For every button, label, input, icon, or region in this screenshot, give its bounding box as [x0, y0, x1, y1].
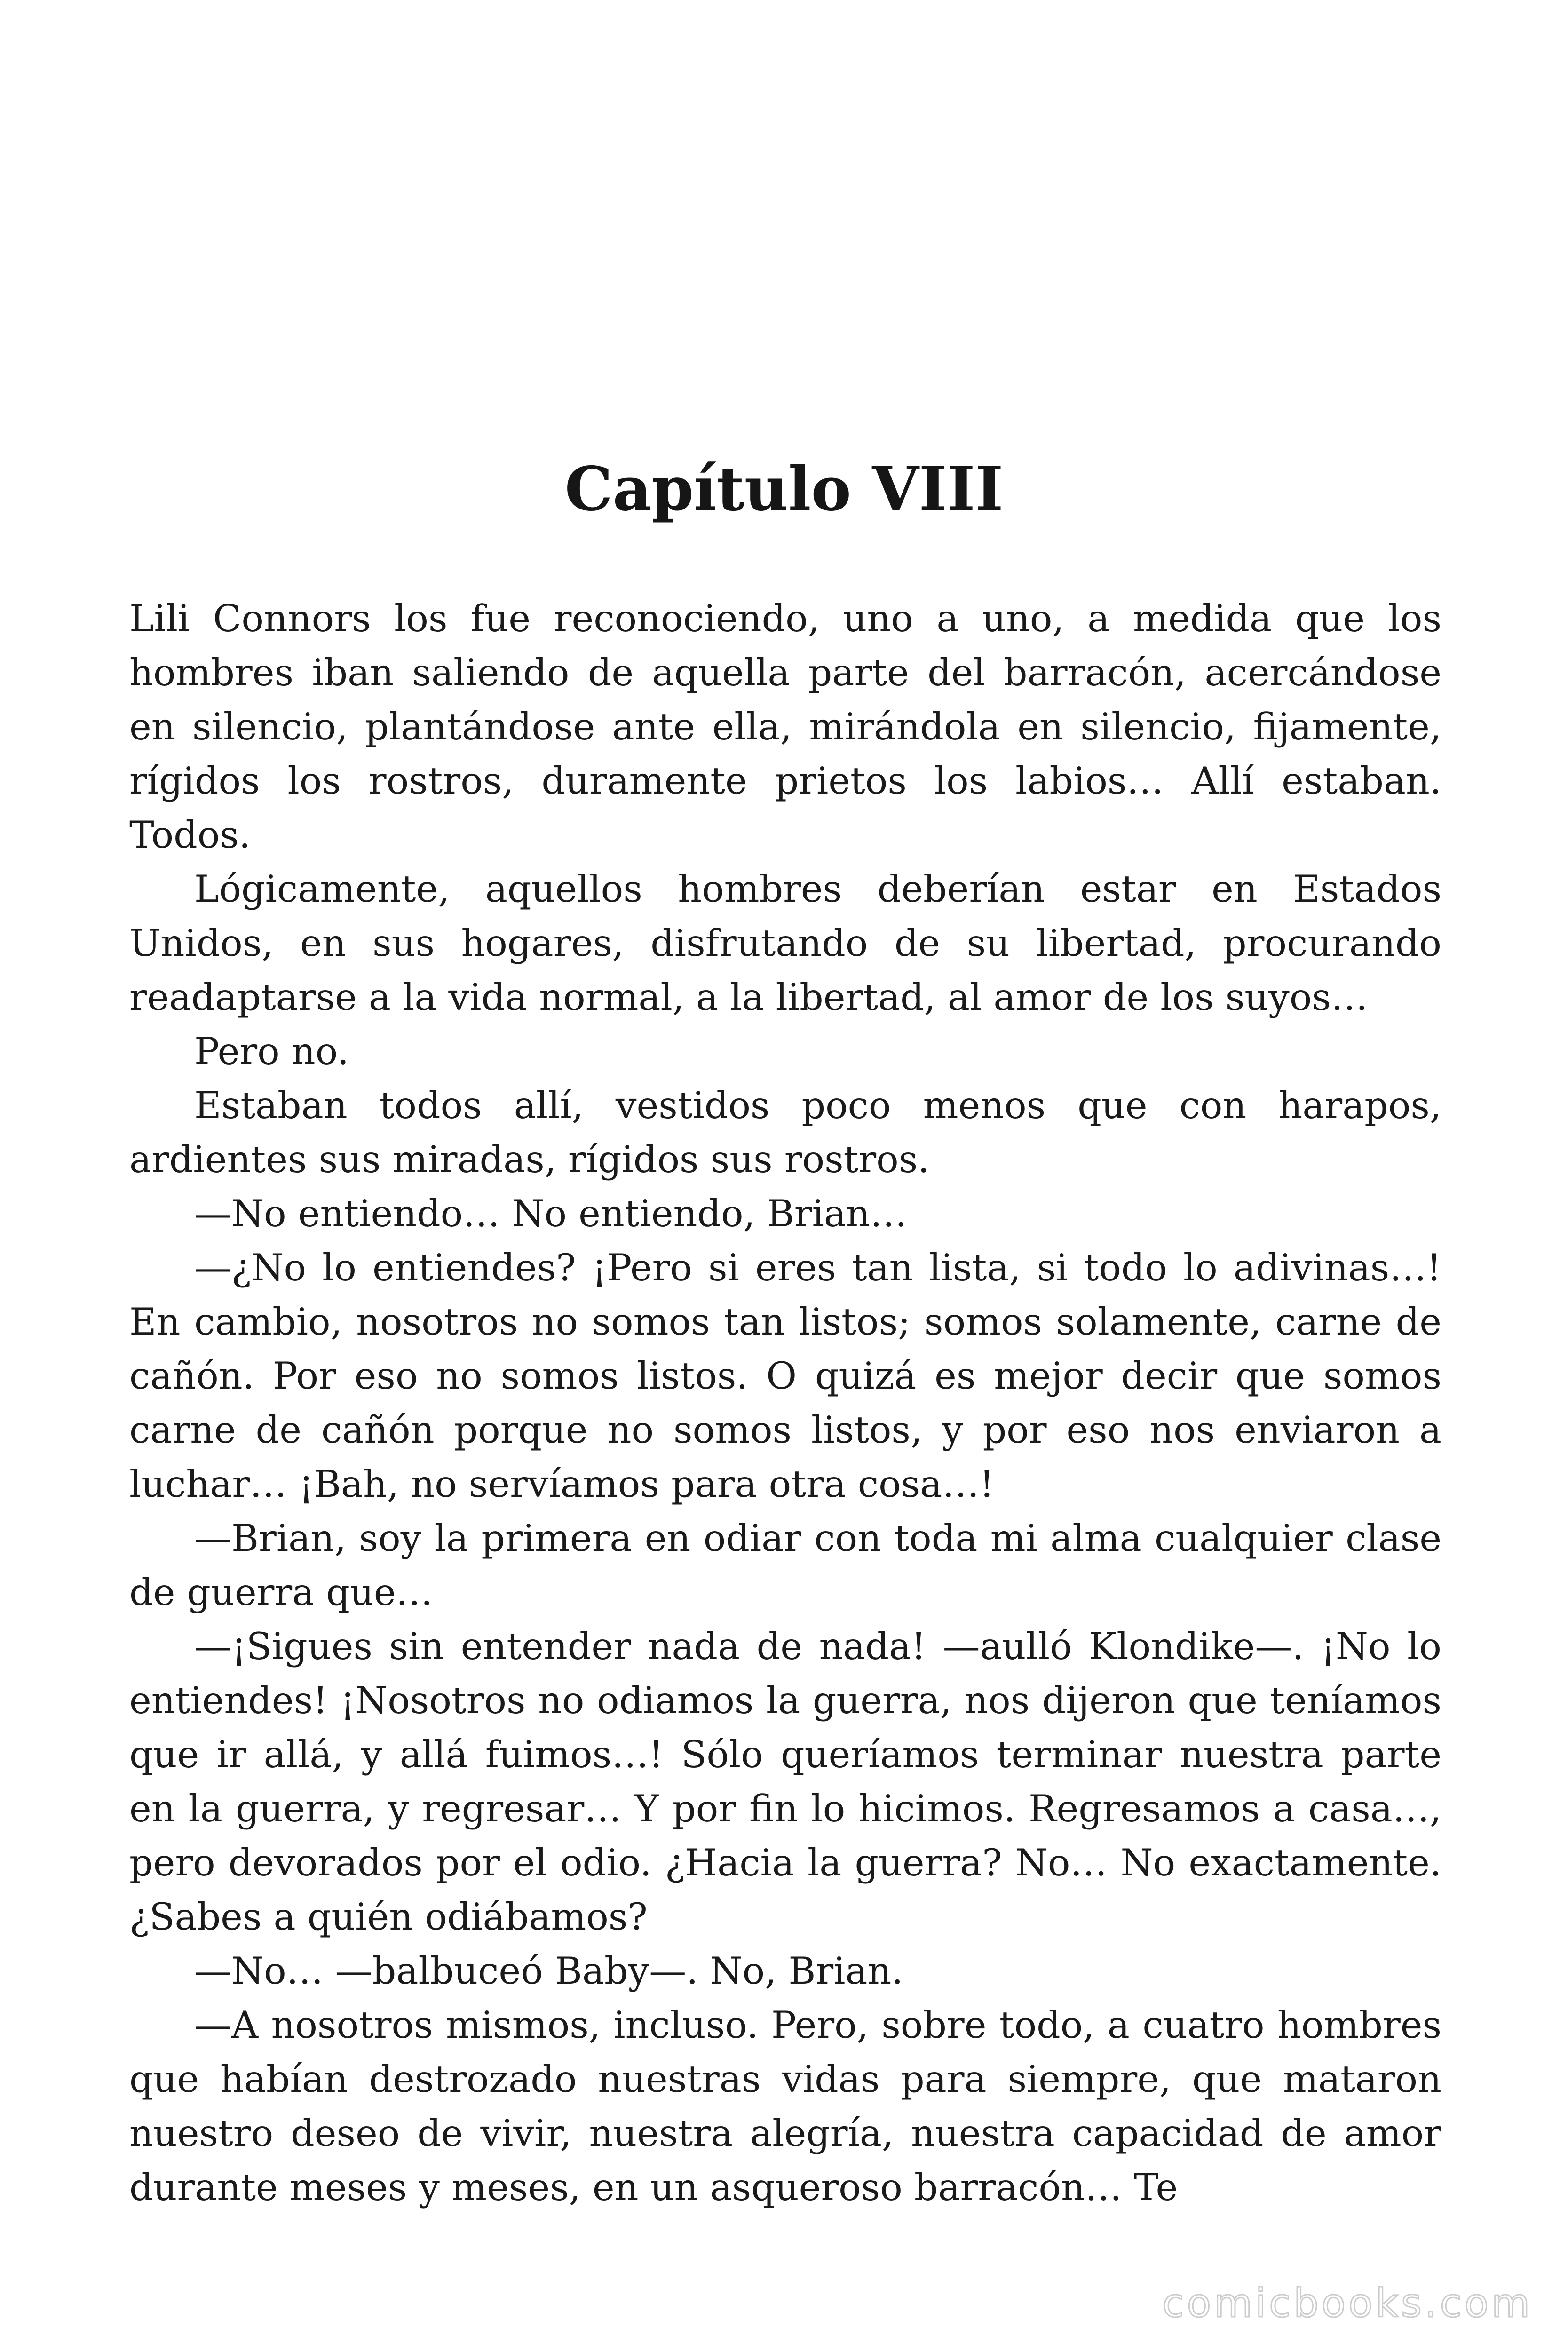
paragraph: Lógicamente, aquellos hombres deberían estar en Estados Unidos, en sus hogares, disfrutando de su libertad, procurando readaptarse a la vida normal, a la libertad, al amor de los suyos… — [129, 867, 1441, 1019]
dialogue-paragraph: —No… —balbuceó Baby—. No, Brian. — [194, 1949, 903, 1993]
paragraph: Estaban todos allí, vestidos poco menos que con harapos, ardientes sus miradas, rígidos sus rostros. — [129, 1084, 1441, 1181]
dialogue-paragraph: —¡Sigues sin entender nada de nada! —aulló Klondike—. ¡No lo entiendes! ¡Nosotros no odiamos la guerra, nos dijeron que teníamos que ir allá, y allá fuimos…! Sólo queríamos terminar nuestra parte en la guerra, y regresar… Y por fin lo hicimos. Regresamos a casa…, pero devorados por el odio. ¿Hacia la guerra? No… No exactamente. ¿Sabes a quién odiábamos? — [129, 1625, 1441, 1939]
dialogue-paragraph: —¿No lo entiendes? ¡Pero si eres tan lista, si todo lo adivinas…! En cambio, nosotros no somos tan listos; somos solamente, carne de cañón. Por eso no somos listos. O quizá es mejor decir que somos carne de cañón porque no somos listos, y por eso nos enviaron a luchar… ¡Bah, no servíamos para otra cosa…! — [129, 1246, 1441, 1506]
chapter-body — [129, 592, 1441, 2215]
chapter-title: Capítulo VIII — [564, 454, 1004, 524]
dialogue-paragraph: —Brian, soy la primera en odiar con toda mi alma cualquier clase de guerra que… — [129, 1517, 1441, 1614]
paragraph: Lili Connors los fue reconociendo, uno a uno, a medida que los hombres iban saliendo de aquella parte del barracón, acercándose en silencio, plantándose ante ella, mirándola en silencio, fijamente, rígidos los rostros, duramente prietos los labios… Allí estaban. Todos. — [129, 597, 1441, 857]
watermark-text: comicbooks.com — [1162, 2280, 1533, 2326]
paragraph: Pero no. — [194, 1030, 349, 1073]
dialogue-paragraph: —A nosotros mismos, incluso. Pero, sobre todo, a cuatro hombres que habían destrozado nuestras vidas para siempre, que mataron nuestro deseo de vivir, nuestra alegría, nuestra capacidad de amor durante meses y meses, en un asqueroso barracón… Te — [129, 2003, 1441, 2209]
dialogue-paragraph: —No entiendo… No entiendo, Brian… — [194, 1192, 907, 1235]
